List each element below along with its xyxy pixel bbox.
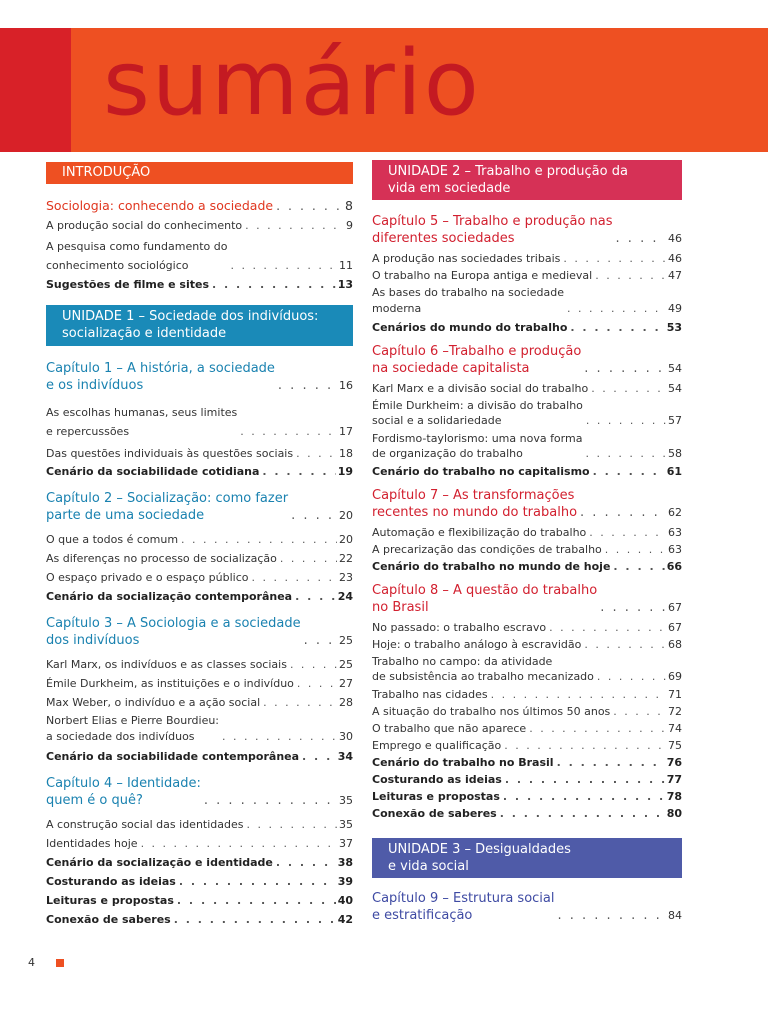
chapter-1-title[interactable]: Capítulo 1 – A história, a sociedade e os indivíduos . . . 16 bbox=[46, 360, 353, 394]
footer-square-icon bbox=[56, 959, 64, 967]
toc-entry[interactable]: Émile Durkheim, as instituições e o indivíduo . . . 27 bbox=[46, 677, 353, 690]
unit-1-heading: UNIDADE 1 – Sociedade dos indivíduos: socialização e identidade bbox=[46, 305, 353, 346]
chapter-4-title[interactable]: Capítulo 4 – Identidade: quem é o quê? . . . 35 bbox=[46, 775, 353, 809]
toc-entry[interactable]: O espaço privado e o espaço público . . . 23 bbox=[46, 571, 353, 584]
toc-entry[interactable]: Das questões individuais às questões sociais . . . 18 bbox=[46, 447, 353, 460]
unit-3-heading: UNIDADE 3 – Desigualdades e vida social bbox=[372, 838, 682, 878]
toc-entry[interactable]: Sociologia: conhecendo a sociedade . . . 8 bbox=[46, 198, 353, 213]
toc-entry[interactable]: O trabalho que não aparece . . . 74 bbox=[372, 722, 682, 735]
chapter-2-title[interactable]: Capítulo 2 – Socialização: como fazer parte de uma sociedade . . . 20 bbox=[46, 490, 353, 524]
toc-entry[interactable]: Costurando as ideias . . . 77 bbox=[372, 773, 682, 786]
toc-entry[interactable]: Cenário da socialização contemporânea . . . 24 bbox=[46, 590, 353, 603]
toc-entry[interactable]: Norbert Elias e Pierre Bourdieu: a sociedade dos indivíduos . . . 30 bbox=[46, 713, 353, 745]
toc-entry[interactable]: Cenário da socialização e identidade . . . 38 bbox=[46, 856, 353, 869]
toc-entry[interactable]: Cenários do mundo do trabalho . . . 53 bbox=[372, 321, 682, 334]
toc-entry[interactable]: Fordismo-taylorismo: uma nova forma de organização do trabalho . . . 58 bbox=[372, 431, 682, 461]
toc-entry[interactable]: Karl Marx, os indivíduos e as classes sociais . . . 25 bbox=[46, 658, 353, 671]
toc-entry[interactable]: Cenário do trabalho no mundo de hoje . . . 66 bbox=[372, 560, 682, 573]
toc-entry[interactable]: Leituras e propostas . . . 40 bbox=[46, 894, 353, 907]
chapter-3-title[interactable]: Capítulo 3 – A Sociologia e a sociedade dos indivíduos . . . 25 bbox=[46, 615, 353, 649]
toc-entry[interactable]: Trabalho no campo: da atividade de subsistência ao trabalho mecanizado . . . 69 bbox=[372, 654, 682, 684]
toc-entry[interactable]: Cenário do trabalho no Brasil . . . 76 bbox=[372, 756, 682, 769]
toc-entry[interactable]: A produção social do conhecimento . . . 9 bbox=[46, 219, 353, 232]
toc-entry[interactable]: Emprego e qualificação . . . 75 bbox=[372, 739, 682, 752]
toc-entry[interactable]: No passado: o trabalho escravo . . . 67 bbox=[372, 621, 682, 634]
unit-2-heading: UNIDADE 2 – Trabalho e produção da vida em sociedade bbox=[372, 160, 682, 200]
toc-entry[interactable]: Karl Marx e a divisão social do trabalho . . . 54 bbox=[372, 382, 682, 395]
toc-entry[interactable]: A produção nas sociedades tribais . . . 46 bbox=[372, 252, 682, 265]
toc-left-column bbox=[46, 160, 353, 926]
toc-entry[interactable]: As bases do trabalho na sociedade moderna . . . 49 bbox=[372, 285, 682, 317]
toc-entry[interactable]: A construção social das identidades . . . 35 bbox=[46, 818, 353, 831]
toc-entry[interactable]: As diferenças no processo de socialização . . . 22 bbox=[46, 552, 353, 565]
chapter-5-title[interactable]: Capítulo 5 – Trabalho e produção nas diferentes sociedades . . . 46 bbox=[372, 213, 682, 247]
chapter-7-title[interactable]: Capítulo 7 – As transformações recentes no mundo do trabalho . . . 62 bbox=[372, 487, 682, 521]
toc-entry[interactable]: Cenário da sociabilidade contemporânea . . . 34 bbox=[46, 750, 353, 763]
toc-entry[interactable]: A precarização das condições de trabalho . . . 63 bbox=[372, 543, 682, 556]
toc-entry[interactable]: A pesquisa como fundamento do conhecimento sociológico . . . 11 bbox=[46, 237, 353, 275]
toc-entry[interactable]: Trabalho nas cidades . . . 71 bbox=[372, 688, 682, 701]
chapter-6-title[interactable]: Capítulo 6 –Trabalho e produção na sociedade capitalista . . . 54 bbox=[372, 343, 682, 377]
chapter-9-title[interactable]: Capítulo 9 – Estrutura social e estratificação . . . 84 bbox=[372, 890, 682, 924]
toc-entry[interactable]: A situação do trabalho nos últimos 50 anos . . . 72 bbox=[372, 705, 682, 718]
toc-entry[interactable]: O trabalho na Europa antiga e medieval . . . 47 bbox=[372, 269, 682, 282]
page-number: 4 bbox=[28, 956, 35, 969]
toc-entry[interactable]: O que a todos é comum . . . 20 bbox=[46, 533, 353, 546]
toc-entry[interactable]: Cenário do trabalho no capitalismo . . . 61 bbox=[372, 465, 682, 478]
chapter-8-title[interactable]: Capítulo 8 – A questão do trabalho no Brasil . . . 67 bbox=[372, 582, 682, 616]
intro-heading: INTRODUÇÃO bbox=[46, 162, 353, 184]
toc-entry[interactable]: Costurando as ideias . . . 39 bbox=[46, 875, 353, 888]
toc-right-column bbox=[372, 160, 682, 924]
toc-entry[interactable]: Cenário da sociabilidade cotidiana . . . 19 bbox=[46, 465, 353, 478]
toc-entry[interactable]: Leituras e propostas . . . 78 bbox=[372, 790, 682, 803]
toc-entry[interactable]: Hoje: o trabalho análogo à escravidão . . . 68 bbox=[372, 638, 682, 651]
title-banner bbox=[0, 28, 768, 152]
toc-entry[interactable]: Conexão de saberes . . . 80 bbox=[372, 807, 682, 820]
toc-entry[interactable]: Max Weber, o indivíduo e a ação social . . . 28 bbox=[46, 696, 353, 709]
toc-entry[interactable]: Automação e flexibilização do trabalho . . . 63 bbox=[372, 526, 682, 539]
toc-entry[interactable]: Sugestões de filme e sites . . . 13 bbox=[46, 278, 353, 291]
toc-entry[interactable]: Émile Durkheim: a divisão do trabalho social e a solidariedade . . . 57 bbox=[372, 398, 682, 428]
banner-red-block bbox=[0, 28, 71, 152]
page-title: sumário bbox=[103, 31, 481, 136]
toc-entry[interactable]: Conexão de saberes . . . 42 bbox=[46, 913, 353, 926]
toc-entry[interactable]: Identidades hoje . . . 37 bbox=[46, 837, 353, 850]
toc-entry[interactable]: As escolhas humanas, seus limites e repercussões . . . 17 bbox=[46, 403, 353, 441]
